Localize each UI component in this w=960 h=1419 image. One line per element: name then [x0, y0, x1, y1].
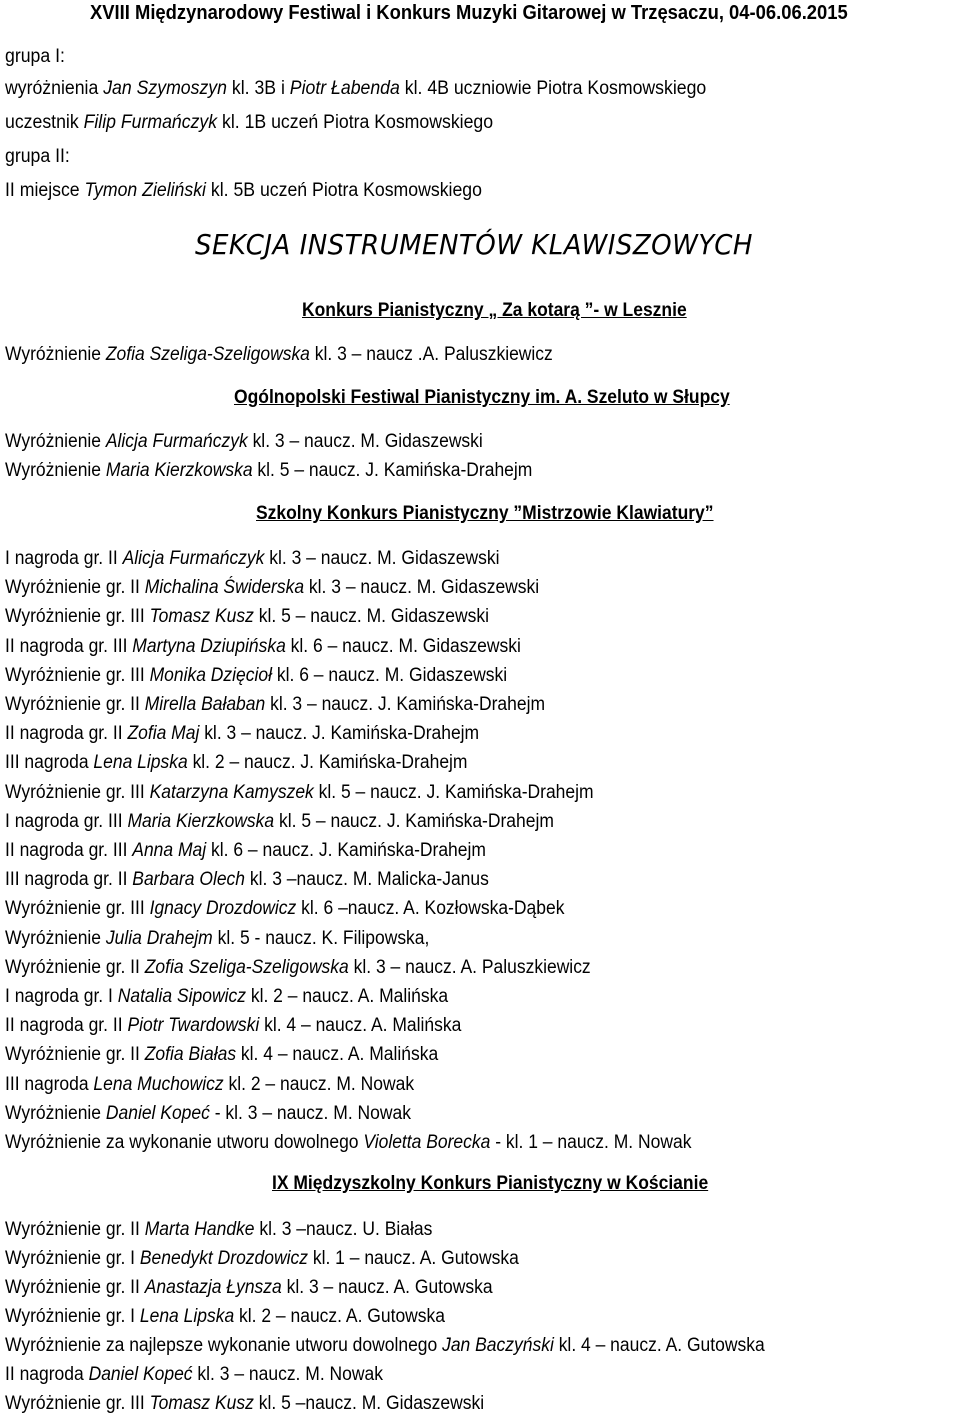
result-line: Wyróżnienie gr. I Benedykt Drozdowicz kl. 1 – naucz. A. Gutowska: [5, 1248, 519, 1269]
student-name: Tomasz Kusz: [149, 606, 254, 628]
result-line: Wyróżnienie gr. II Anastazja Łynsza kl. 3 – naucz. A. Gutowska: [5, 1277, 493, 1298]
student-name: Ignacy Drozdowicz: [149, 898, 297, 920]
student-name: Zofia Białas: [144, 1044, 237, 1066]
student-name: Piotr Twardowski: [127, 1015, 260, 1037]
student-name: Marta Handke: [144, 1219, 255, 1240]
result-line: II nagroda gr. III Martyna Dziupińska kl. 6 – naucz. M. Gidaszewski: [5, 635, 521, 657]
result-line: Wyróżnienie Daniel Kopeć - kl. 3 – naucz. M. Nowak: [5, 1102, 411, 1124]
festival-header: XVIII Międzynarodowy Festiwal i Konkurs Muzyki Gitarowej w Trzęsaczu, 04-06.06.2015: [90, 2, 848, 24]
result-line: Wyróżnienie gr. III Tomasz Kusz kl. 5 –naucz. M. Gidaszewski: [5, 1393, 485, 1414]
guitar-line: uczestnik Filip Furmańczyk kl. 1B uczeń Piotra Kosmowskiego: [5, 112, 494, 133]
student-name: Anna Maj: [132, 840, 207, 861]
result-line: Wyróżnienie gr. III Ignacy Drozdowicz kl. 6 –naucz. A. Kozłowska-Dąbek: [5, 898, 565, 920]
guitar-line: grupa I:: [5, 46, 65, 67]
student-name: Lena Muchowicz: [93, 1073, 224, 1095]
result-line: Wyróżnienie za najlepsze wykonanie utworu dowolnego Jan Baczyński kl. 4 – naucz. A. Gutowska: [5, 1335, 765, 1356]
result-line: III nagroda gr. II Barbara Olech kl. 3 –naucz. M. Malicka-Janus: [5, 869, 489, 891]
student-name: Tomasz Kusz: [149, 1393, 254, 1414]
result-line: Wyróżnienie gr. III Monika Dzięcioł kl. 6 – naucz. M. Gidaszewski: [5, 664, 508, 686]
result-line: Wyróżnienie gr. II Marta Handke kl. 3 –naucz. U. Białas: [5, 1219, 433, 1240]
student-name: Monika Dzięcioł: [149, 664, 273, 686]
student-name: Zofia Szeliga-Szeligowska: [144, 956, 349, 978]
result-line: Wyróżnienie gr. II Zofia Białas kl. 4 – naucz. A. Malińska: [5, 1044, 439, 1066]
guitar-line: wyróżnienia Jan Szymoszyn kl. 3B i Piotr Łabenda kl. 4B uczniowie Piotra Kosmowskiego: [5, 78, 707, 99]
competition-title: IX Międzyszkolny Konkurs Pianistyczny w Kościanie: [272, 1173, 709, 1194]
student-name: Maria Kierzkowska: [105, 460, 253, 481]
student-name: Natalia Sipowicz: [117, 986, 246, 1007]
student-name: Piotr Łabenda: [289, 78, 400, 99]
competition-title: Szkolny Konkurs Pianistyczny ”Mistrzowie Klawiatury”: [256, 503, 714, 524]
student-name: Tymon Zieliński: [84, 180, 206, 201]
result-line: Wyróżnienie Alicja Furmańczyk kl. 3 – naucz. M. Gidaszewski: [5, 431, 483, 452]
competition-title: Ogólnopolski Festiwal Pianistyczny im. A. Szeluto w Słupcy: [234, 387, 730, 408]
result-line: Wyróżnienie gr. I Lena Lipska kl. 2 – naucz. A. Gutowska: [5, 1306, 446, 1327]
student-name: Alicja Furmańczyk: [105, 431, 248, 452]
student-name: Mirella Bałaban: [144, 694, 266, 715]
result-line: Wyróżnienie gr. III Tomasz Kusz kl. 5 – naucz. M. Gidaszewski: [5, 606, 489, 628]
competition-title: Konkurs Pianistyczny „ Za kotarą ”- w Lesznie: [302, 300, 687, 321]
student-name: Benedykt Drozdowicz: [139, 1248, 308, 1269]
result-line: II nagroda Daniel Kopeć kl. 3 – naucz. M. Nowak: [5, 1364, 383, 1385]
student-name: Michalina Świderska: [144, 577, 305, 599]
result-line: I nagroda gr. II Alicja Furmańczyk kl. 3 – naucz. M. Gidaszewski: [5, 548, 500, 569]
result-line: Wyróżnienie gr. II Mirella Bałaban kl. 3 – naucz. J. Kamińska-Drahejm: [5, 694, 546, 715]
section-title: SEKCJA INSTRUMENTÓW KLAWISZOWYCH: [195, 228, 753, 261]
guitar-line: II miejsce Tymon Zieliński kl. 5B uczeń Piotra Kosmowskiego: [5, 180, 482, 201]
result-line: I nagroda gr. III Maria Kierzkowska kl. 5 – naucz. J. Kamińska-Drahejm: [5, 810, 554, 832]
student-name: Alicja Furmańczyk: [122, 548, 265, 569]
student-name: Barbara Olech: [132, 869, 246, 891]
student-name: Katarzyna Kamyszek: [149, 781, 314, 803]
result-line: Wyróżnienie Julia Drahejm kl. 5 - naucz. K. Filipowska,: [5, 927, 430, 949]
student-name: Daniel Kopeć: [105, 1102, 210, 1124]
result-line: Wyróżnienie gr. II Zofia Szeliga-Szeligowska kl. 3 – naucz. A. Paluszkiewicz: [5, 956, 591, 978]
result-line: Wyróżnienie Maria Kierzkowska kl. 5 – naucz. J. Kamińska-Drahejm: [5, 460, 533, 481]
result-line: II nagroda gr. II Piotr Twardowski kl. 4 – naucz. A. Malińska: [5, 1015, 462, 1037]
result-line: II nagroda gr. II Zofia Maj kl. 3 – naucz. J. Kamińska-Drahejm: [5, 723, 480, 745]
result-line: III nagroda Lena Lipska kl. 2 – naucz. J. Kamińska-Drahejm: [5, 752, 468, 774]
guitar-line: grupa II:: [5, 146, 70, 167]
student-name: Maria Kierzkowska: [127, 810, 275, 832]
result-line: Wyróżnienie gr. III Katarzyna Kamyszek kl. 5 – naucz. J. Kamińska-Drahejm: [5, 781, 594, 803]
result-line: Wyróżnienie za wykonanie utworu dowolnego Violetta Borecka - kl. 1 – naucz. M. Nowak: [5, 1132, 692, 1153]
student-name: Anastazja Łynsza: [144, 1277, 282, 1298]
result-line: II nagroda gr. III Anna Maj kl. 6 – naucz. J. Kamińska-Drahejm: [5, 840, 486, 861]
student-name: Zofia Szeliga-Szeligowska: [105, 344, 310, 365]
result-line: III nagroda Lena Muchowicz kl. 2 – naucz. M. Nowak: [5, 1073, 415, 1095]
student-name: Daniel Kopeć: [88, 1364, 193, 1385]
student-name: Martyna Dziupińska: [132, 635, 286, 657]
student-name: Lena Lipska: [139, 1306, 235, 1327]
student-name: Julia Drahejm: [105, 927, 213, 949]
student-name: Violetta Borecka: [363, 1132, 491, 1153]
student-name: Jan Szymoszyn: [103, 78, 227, 99]
result-line: I nagroda gr. I Natalia Sipowicz kl. 2 – naucz. A. Malińska: [5, 986, 449, 1007]
student-name: Filip Furmańczyk: [83, 112, 218, 133]
result-line: Wyróżnienie Zofia Szeliga-Szeligowska kl. 3 – naucz .A. Paluszkiewicz: [5, 344, 553, 365]
student-name: Lena Lipska: [93, 752, 188, 774]
student-name: Zofia Maj: [127, 723, 200, 745]
result-line: Wyróżnienie gr. II Michalina Świderska kl. 3 – naucz. M. Gidaszewski: [5, 577, 540, 599]
student-name: Jan Baczyński: [442, 1335, 554, 1356]
